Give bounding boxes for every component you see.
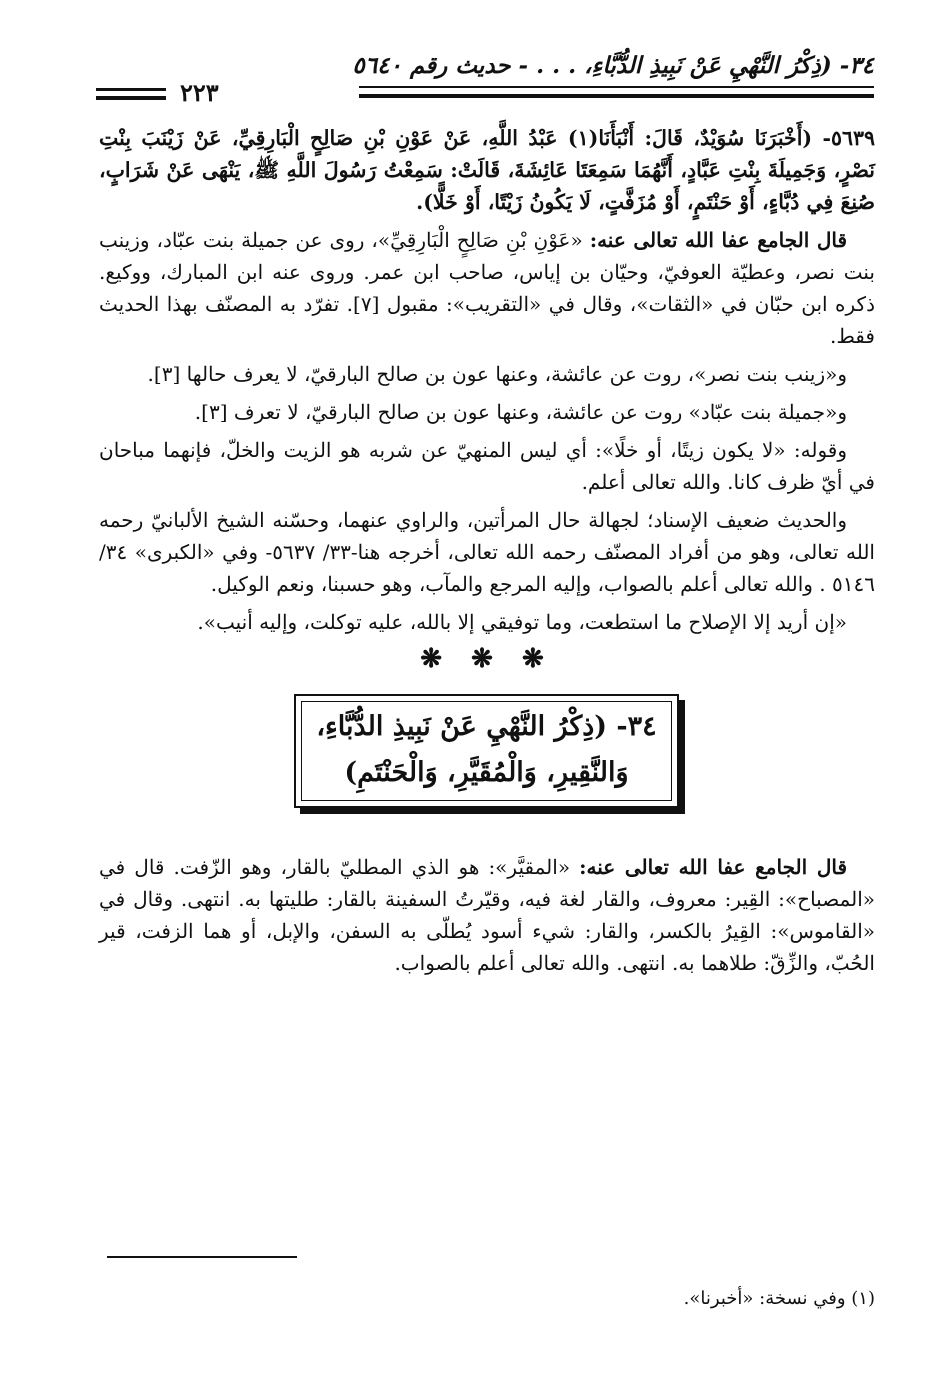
closing-quote: «إن أريد إلا الإصلاح ما استطعت، وما توفيقي إلا بالله، عليه توكلت، وإليه أنيب». bbox=[197, 610, 847, 634]
commentary-paragraph: و«جميلة بنت عبّاد» روت عن عائشة، وعنها عون بن صالح البارقيّ، لا تعرف [٣]. bbox=[194, 400, 847, 424]
commentary-lead: قال الجامع عفا الله تعالى عنه: bbox=[579, 855, 848, 879]
commentary-paragraph bbox=[99, 224, 875, 352]
chapter-title-line-1: ٣٤- (ذِكْرُ النَّهْيِ عَنْ نَبِيذِ الدُّبَّاءِ، bbox=[316, 711, 657, 742]
chapter-heading-box bbox=[294, 694, 679, 808]
header-rule bbox=[96, 88, 166, 91]
chapter-heading-area bbox=[99, 694, 875, 829]
chapter-title-line-2: وَالنَّقِيرِ، وَالْمُقَيَّرِ، وَالْحَنْتَمِ) bbox=[344, 757, 629, 788]
header-title: ٣٤- (ذِكْرُ النَّهْيِ عَنْ نَبِيذِ الدُّبَّاءِ، . . . - حديث رقم ٥٦٤٠ bbox=[352, 52, 874, 79]
header-rule bbox=[359, 94, 874, 98]
commentary-paragraph: وقوله: «لا يكون زيتًا، أو خلًا»: أي ليس المنهيّ عن شربه هو الزيت والخلّ، فإنهما مباحان في أيّ ظرف كانا. والله تعالى أعلم. bbox=[99, 438, 875, 494]
page-number: ٢٢٣ bbox=[180, 78, 219, 107]
hadith-text: ٥٦٣٩- (أَخْبَرَنَا سُوَيْدٌ، قَالَ: أَنْبَأَنَا(١) عَبْدُ اللَّهِ، عَنْ عَوْنِ بْنِ صَالِحٍ الْبَارِقِيِّ، عَنْ زَيْنَبَ بِنْتِ نَصْرٍ، وَجَمِيلَةَ بِنْتِ عَبَّادٍ، أَنَّهُمَا سَمِعَتَا عَائِشَةَ، قَالَتْ: سَمِعْتُ رَسُولَ اللَّهِ ﷺ، يَنْهَى عَنْ شَرَابٍ، صُنِعَ فِي دُبَّاءٍ، أَوْ حَنْتَمٍ، أَوْ مُزَفَّتٍ، لَا يَكُونُ زَيْتًا، أَوْ خَلًّا). bbox=[99, 126, 876, 214]
section-separator: ❋ ❋ ❋ bbox=[420, 644, 554, 674]
commentary-text: «المقيَّر»: هو الذي المطليّ بالقار، وهو الزّفت. قال في «المصباح»: القِير: معروف، والقار لغة فيه، وقيّرتُ السفينة بالقار: طليتها به. انتهى. وقال في «القاموس»: القِيرُ بالكسر، والقار: شيء أسود يُطلّى به السفن، والإبل، أو هما الزفت، قير الحُبّ، والزِّقّ: طلاهما به. انتهى. والله تعالى أعلم بالصواب. bbox=[99, 855, 875, 975]
chapter-commentary bbox=[99, 851, 875, 979]
header-rule bbox=[359, 86, 874, 88]
header-rule bbox=[96, 96, 166, 100]
footnote-rule bbox=[107, 1256, 297, 1258]
commentary-paragraph: و«زينب بنت نصر»، روت عن عائشة، وعنها عون بن صالح البارقيّ، لا يعرف حالها [٣]. bbox=[147, 362, 847, 386]
running-header bbox=[96, 48, 874, 108]
chapter-box-border bbox=[301, 701, 672, 801]
commentary-paragraph: والحديث ضعيف الإسناد؛ لجهالة حال المرأتين، والراوي عنهما، وحسّنه الشيخ الألبانيّ رحمه الله تعالى، وهو من أفراد المصنّف رحمه الله تعالى، أخرجه هنا-٣٣/ ٥٦٣٧- وفي «الكبرى» ٣٤/ ٥١٤٦ . والله تعالى أعلم بالصواب، وإليه المرجع والمآب، وهو حسبنا، ونعم الوكيل. bbox=[99, 508, 875, 596]
main-text bbox=[99, 122, 875, 985]
footnote: (١) وفي نسخة: «أخبرنا». bbox=[683, 1288, 875, 1309]
commentary-lead: قال الجامع عفا الله تعالى عنه: bbox=[589, 228, 848, 252]
commentary-text: «عَوْنِ بْنِ صَالِحٍ الْبَارِقِيِّ»، روى عن جميلة بنت عبّاد، وزينب بنت نصر، وعطيّة العوفيّ، وحيّان بن إياس، صاحب ابن عمر. وروى عنه ابن المبارك، ووكيع. ذكره ابن حبّان في «الثقات»، وقال في «التقريب»: مقبول [٧]. تفرّد به المصنّف بهذا الحديث فقط. bbox=[99, 228, 875, 348]
